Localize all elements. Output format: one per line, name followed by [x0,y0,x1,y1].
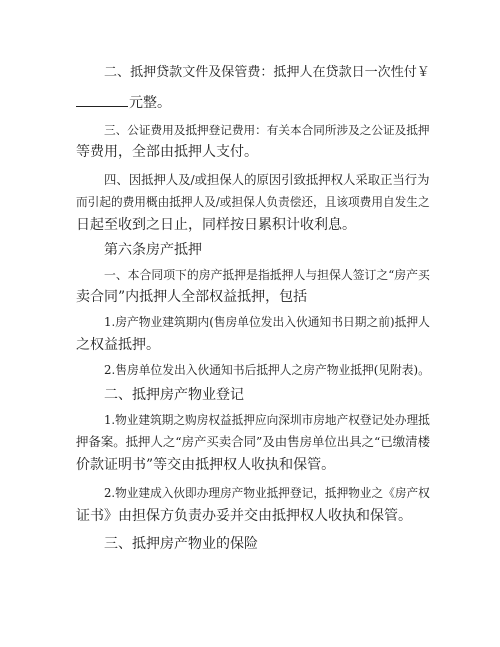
paragraph-line: 卖合同”内抵押人全部权益抵押，包括 [76,289,308,305]
amount-suffix: 元整。 [129,95,171,111]
paragraph-line: 押备案。抵押人之“房产买卖合同”及由售房单位出具之“已缴清楼 [76,434,430,449]
paragraph-line: 1.物业建筑期之购房权益抵押应向深圳市房地产权登记处办理抵 [104,413,430,427]
paragraph-line: 日起至收到之日止，同样按日累积计收利息。 [76,217,356,233]
paragraph-line: 一、本合同项下的房产抵押是指抵押人与担保人签订之“房产买 [104,268,430,282]
paragraph-line: 而引起的费用概由抵押人及/或担保人负责偿还，且该项费用自发生之 [76,195,430,209]
paragraph-line: 等费用，全部由抵押人支付。 [76,144,258,160]
paragraph-line: 1.房产物业建筑期内(售房单位发出入伙通知书日期之前)抵押人 [104,315,430,329]
paragraph-line: 三、公证费用及抵押登记费用：有关本合同所涉及之公证及抵押 [104,123,430,137]
section-heading: 第六条房产抵押 [104,242,202,258]
paragraph-line: 2.物业建成入伙即办理房产物业抵押登记，抵押物业之《房产权 [104,486,430,500]
paragraph-line: 2.售房单位发出入伙通知书后抵押人之房产物业抵押(见附表)。 [104,363,430,377]
paragraph-line: 三、抵押房产物业的保险 [104,536,258,552]
paragraph-line: 二、抵押房产物业登记 [104,387,244,403]
paragraph-line: 之权益抵押。 [76,337,160,353]
paragraph-line: 价款证明书”等交由抵押权人收执和保管。 [76,457,336,473]
paragraph-line: 证书》由担保方负责办妥并交由抵押权人收执和保管。 [76,508,412,524]
paragraph-line: 二、抵押贷款文件及保管费：抵押人在贷款日一次性付￥ [104,65,430,80]
amount-blank[interactable] [76,93,128,107]
paragraph-line [76,93,171,111]
paragraph-line: 四、因抵押人及/或担保人的原因引致抵押权人采取正当行为 [104,173,430,187]
